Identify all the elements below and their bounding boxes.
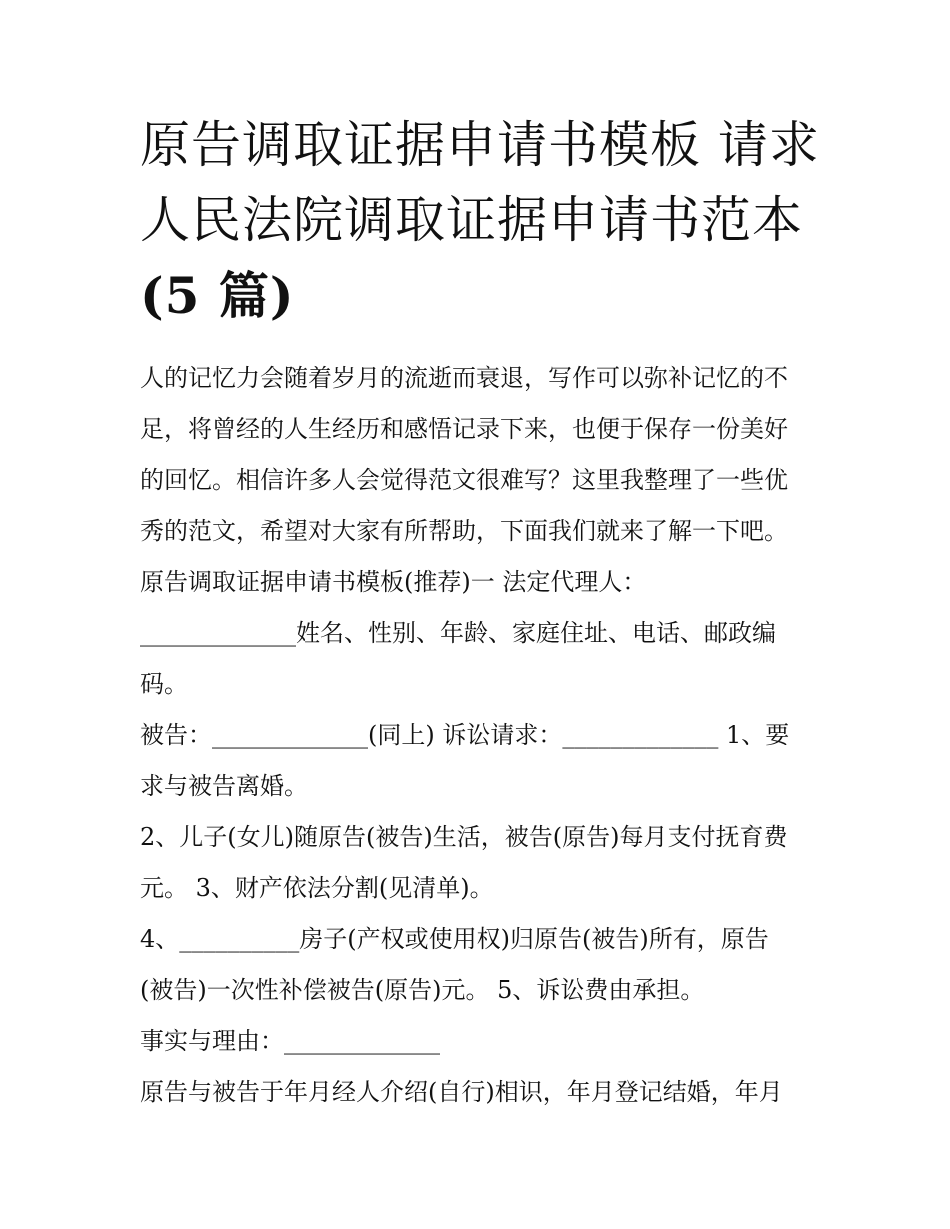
document-body	[140, 353, 830, 1118]
body-line: 被告：_____________(同上) 诉讼请求：_____________ 1、要	[140, 721, 790, 749]
document-title	[140, 108, 820, 333]
title-line: 人民法院调取证据申请书范本	[140, 191, 803, 249]
body-line: 原告调取证据申请书模板(推荐)一 法定代理人：	[140, 568, 647, 596]
body-line: 求与被告离婚。	[140, 772, 308, 800]
body-line: 人的记忆力会随着岁月的流逝而衰退，写作可以弥补记忆的不	[140, 364, 788, 392]
body-line: 的回忆。相信许多人会觉得范文很难写？这里我整理了一些优	[140, 466, 788, 494]
title-line: 原告调取证据申请书模板 请求	[140, 116, 820, 174]
body-line: 原告与被告于年月经人介绍(自行)相识，年月登记结婚，年月	[140, 1078, 783, 1106]
body-line: 2、儿子(女儿)随原告(被告)生活，被告(原告)每月支付抚育费	[140, 823, 788, 851]
body-line: 元。 3、财产依法分割(见清单)。	[140, 874, 494, 902]
body-line: (被告)一次性补偿被告(原告)元。 5、诉讼费由承担。	[140, 976, 705, 1004]
body-line: _____________姓名、性别、年龄、家庭住址、电话、邮政编	[140, 619, 776, 647]
body-line: 秀的范文，希望对大家有所帮助，下面我们就来了解一下吧。	[140, 517, 788, 545]
body-line: 足，将曾经的人生经历和感悟记录下来，也便于保存一份美好	[140, 415, 788, 443]
body-line: 4、__________房子(产权或使用权)归原告(被告)所有，原告	[140, 925, 769, 953]
body-line: 码。	[140, 670, 188, 698]
body-line: 事实与理由：_____________	[140, 1027, 440, 1055]
title-line: (5 篇)	[140, 266, 295, 325]
